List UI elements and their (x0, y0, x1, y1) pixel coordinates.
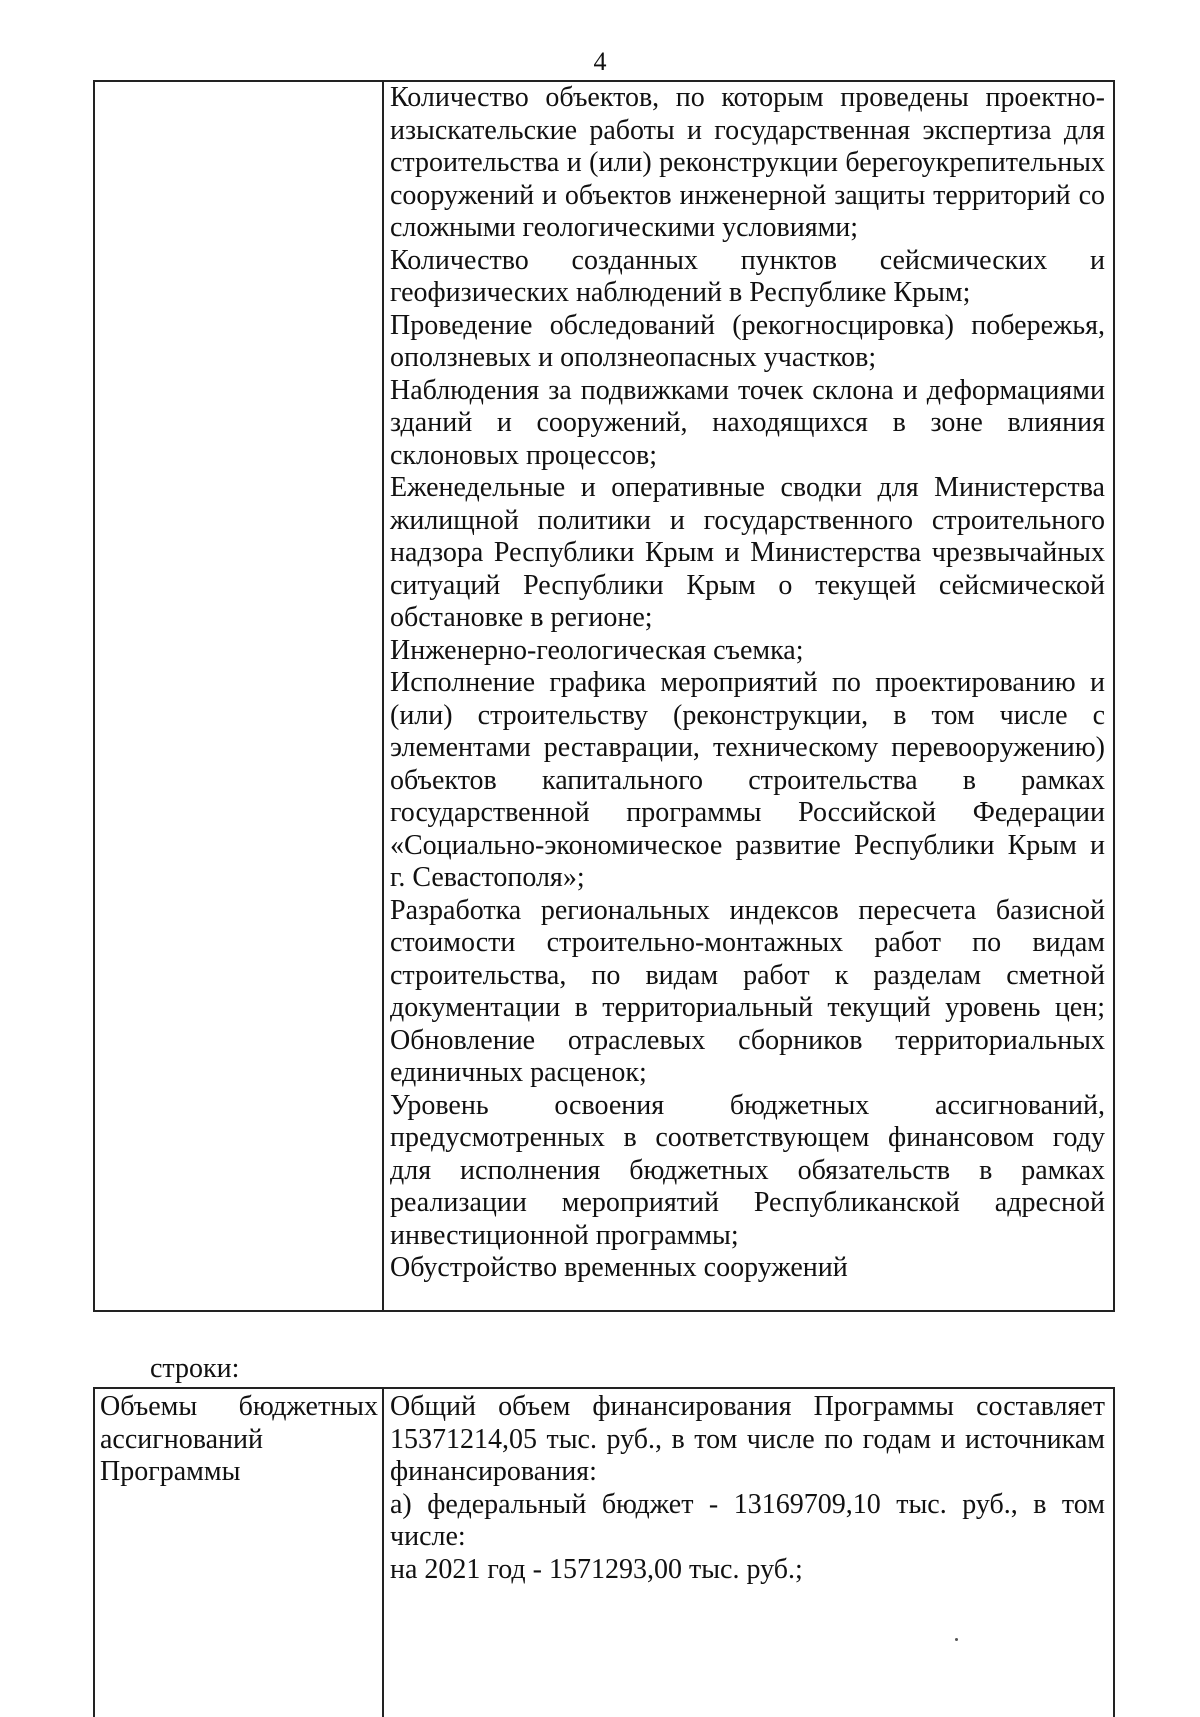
text-line: строительства, по видам работ к разделам сметной (390, 959, 1105, 991)
scan-speck (955, 1638, 958, 1641)
text-line: Уровень освоения бюджетных ассигнований, (390, 1089, 1105, 1121)
text-line: стоимости строительно-монтажных работ по видам (390, 927, 1105, 958)
text-line: обстановке в регионе; (390, 602, 653, 633)
text-line: сложными геологическими условиями; (390, 212, 859, 243)
text-line: Инженерно-геологическая съемка; (390, 634, 804, 666)
text-line: а) федеральный бюджет - 13169709,10 тыс. руб., в том (390, 1488, 1105, 1520)
text-line: реализации мероприятий Республиканской адресной (390, 1187, 1105, 1218)
indicators-cell (390, 82, 1105, 1285)
text-line: на 2021 год - 1571293,00 тыс. руб.; (390, 1553, 803, 1585)
text-line: для исполнения бюджетных обязательств в рамках (390, 1154, 1105, 1186)
indicators-table (93, 80, 1115, 1312)
column-divider (382, 82, 384, 1310)
text-line: ассигнований (100, 1423, 263, 1455)
budget-table (93, 1387, 1115, 1717)
text-line: г. Севастополя»; (390, 862, 585, 893)
text-line: Обустройство временных сооружений (390, 1252, 848, 1283)
text-line: сооружений и объектов инженерной защиты территорий со (390, 179, 1105, 211)
text-line: геофизических наблюдений в Республике Крым; (390, 277, 971, 308)
text-line: Программы (100, 1456, 241, 1487)
text-line: «Социально-экономическое развитие Республики Крым и (390, 829, 1105, 861)
text-line: документации в территориальный текущий уровень цен; (390, 992, 1105, 1023)
text-line: Количество созданных пунктов сейсмических и (390, 244, 1105, 276)
text-line: инвестиционной программы; (390, 1219, 739, 1251)
text-line: Объемы бюджетных (100, 1391, 378, 1422)
text-line: Общий объем финансирования Программы составляет (390, 1391, 1105, 1422)
text-line: Исполнение графика мероприятий по проектированию и (390, 667, 1105, 698)
text-line: ситуаций Республики Крым о текущей сейсмической (390, 569, 1105, 601)
stroki-label: строки: (150, 1353, 240, 1384)
text-line: оползневых и оползнеопасных участков; (390, 342, 877, 373)
text-line: надзора Республики Крым и Министерства чрезвычайных (390, 537, 1105, 568)
text-line: Наблюдения за подвижками точек склона и деформациями (390, 374, 1105, 406)
text-line: числе: (390, 1521, 466, 1552)
text-line: зданий и сооружений, находящихся в зоне влияния (390, 407, 1105, 438)
text-line: финансирования: (390, 1456, 597, 1487)
text-line: склоновых процессов; (390, 439, 657, 471)
page-number: 4 (593, 47, 607, 76)
text-line: жилищной политики и государственного строительного (390, 504, 1105, 536)
budget-label-cell (100, 1391, 378, 1489)
text-line: элементами реставрации, техническому перевооружению) (390, 732, 1105, 763)
text-line: (или) строительству (реконструкции, в том числе с (390, 699, 1105, 731)
text-line: Еженедельные и оперативные сводки для Министерства (390, 472, 1105, 503)
text-line: 15371214,05 тыс. руб., в том числе по годам и источникам (390, 1423, 1105, 1455)
text-line: объектов капитального строительства в рамках (390, 764, 1105, 796)
text-line: государственной программы Российской Федерации (390, 797, 1105, 828)
text-line: единичных расценок; (390, 1057, 647, 1088)
text-line: строительства и (или) реконструкции берегоукрепительных (390, 147, 1105, 178)
text-line: предусмотренных в соответствующем финансовом году (390, 1122, 1105, 1153)
text-line: Количество объектов, по которым проведены проектно- (390, 82, 1105, 113)
text-line: изыскательские работы и государственная экспертиза для (390, 114, 1105, 146)
text-line: Проведение обследований (рекогносцировка) побережья, (390, 309, 1105, 341)
text-line: Разработка региональных индексов пересчета базисной (390, 894, 1105, 926)
budget-text-cell (390, 1391, 1105, 1586)
text-line: Обновление отраслевых сборников территориальных (390, 1024, 1105, 1056)
column-divider (382, 1389, 384, 1717)
